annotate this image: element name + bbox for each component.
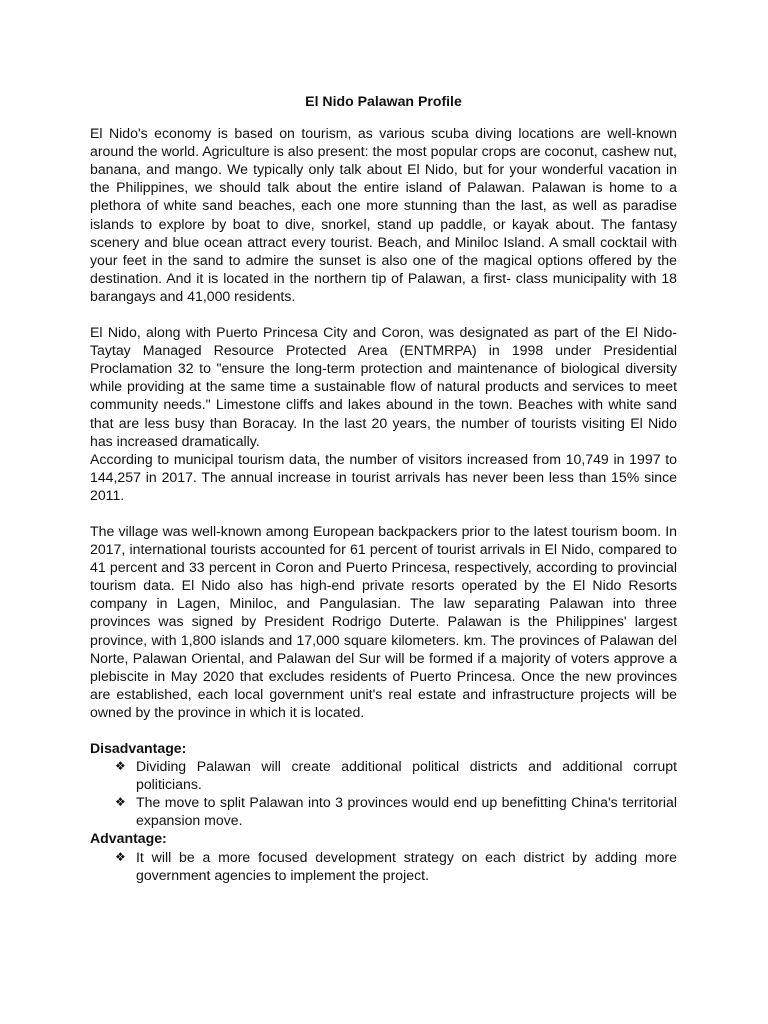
list-item: [115, 793, 677, 829]
disadvantage-heading: Disadvantage:: [90, 740, 187, 756]
document-title: El Nido Palawan Profile: [305, 93, 462, 109]
advantage-heading: Advantage:: [90, 830, 167, 847]
disadvantage-list: [90, 757, 677, 829]
list-item-text: It will be a more focused development strategy on each district by adding more government agencies to implement the project.: [136, 848, 677, 883]
paragraph-village: The village was well-known among European backpackers prior to the latest tourism boom. In 2017, international tourists accounted for 61 percent of tourist arrivals in El Nido, compared to 41 percent and 33 percent in Coron and Puerto Princesa, respectively, according to provincial tourism data. El Nido also has high-end private resorts operated by the El Nido Resorts company in Lagen, Miniloc, and Pangulasian. The law separating Palawan into three provinces was signed by President Rodrigo Duterte. Palawan is the Philippines' largest province, with 1,800 islands and 17,000 square kilometers. km. The provinces of Palawan del Norte, Palawan Oriental, and Palawan del Sur will be formed if a majority of voters approve a plebiscite in May 2020 that excludes residents of Puerto Princesa. Once the new provinces are established, each local government unit's real estate and infrastructure projects will be owned by the province in which it is located.: [90, 522, 677, 720]
list-item: [115, 757, 677, 793]
list-item-text: Dividing Palawan will create additional political districts and additional corrupt politicians.: [136, 758, 677, 793]
paragraph-spacer: [90, 721, 677, 739]
paragraph-spacer: [90, 504, 677, 522]
paragraph-economy: El Nido's economy is based on tourism, as various scuba diving locations are well-known around the world. Agriculture is also present: the most popular crops are coconut, cashew nut, banana, and mango. We typically only talk about El Nido, but for your wonderful vacation in the Philippines, we should talk about the entire island of Palawan. Palawan is home to a plethora of white sand beaches, each one more stunning than the last, as well as paradise islands to explore by boat to dive, snorkel, stand up paddle, or kayak about. The fantasy scenery and blue ocean attract every tourist. Beach, and Miniloc Island. A small cocktail with your feet in the sand to admire the sunset is also one of the magical options offered by the destination. And it is located in the northern tip of Palawan, a first- class municipality with 18 barangays and 41,000 residents.: [90, 125, 677, 304]
document-page: [90, 92, 677, 884]
paragraph-tourism-data: According to municipal tourism data, the number of visitors increased from 10,749 in 1997 to 144,257 in 2017. The annual increase in tourist arrivals has never been less than 15% since 2011.: [90, 450, 677, 503]
list-item: [115, 848, 677, 884]
diamond-bullet-icon: ❖: [115, 759, 126, 774]
diamond-bullet-icon: ❖: [115, 795, 126, 810]
paragraph-protected-area: El Nido, along with Puerto Princesa City and Coron, was designated as part of the El Nido-Taytay Managed Resource Protected Area (ENTMRPA) in 1998 under Presidential Proclamation 32 to "ensure the long-term protection and maintenance of biological diversity while providing at the same time a sustainable flow of natural products and services to meet community needs." Limestone cliffs and lakes abound in the town. Beaches with white sand that are less busy than Boracay. In the last 20 years, the number of tourists visiting El Nido has increased dramatically.: [90, 324, 677, 449]
advantage-list: [90, 848, 677, 884]
paragraph-spacer: [90, 305, 677, 323]
list-item-text: The move to split Palawan into 3 provinces would end up benefitting China's territorial expansion move.: [136, 794, 677, 829]
diamond-bullet-icon: ❖: [115, 849, 126, 864]
